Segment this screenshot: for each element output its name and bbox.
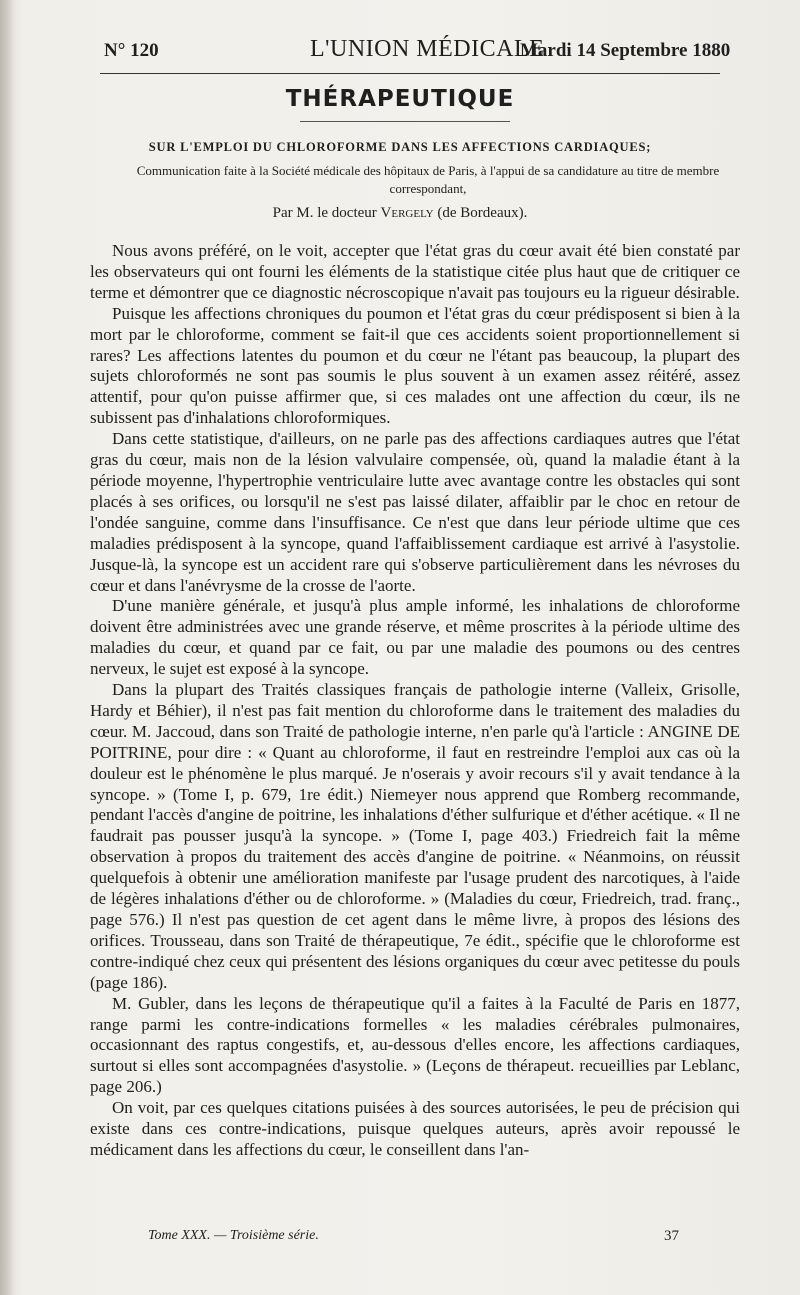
article-body bbox=[90, 241, 740, 1161]
article-communication: Communication faite à la Société médicale des hôpitaux de Paris, à l'appui de sa candidature au titre de membre correspondant, bbox=[136, 163, 720, 196]
masthead-rule bbox=[100, 73, 720, 74]
issue-number: N° 120 bbox=[104, 40, 159, 61]
paragraph: Nous avons préféré, on le voit, accepter que l'état gras du cœur avait été bien constaté par les observateurs qui ont fourni les éléments de la statistique citée plus haut que de critiquer ce terme et démontrer que ce diagnostic nécroscopique n'avait pas toujours eu la rigueur désirable. bbox=[90, 241, 740, 302]
masthead bbox=[0, 36, 800, 66]
author-name: Vergely bbox=[380, 205, 434, 221]
byline bbox=[0, 205, 800, 222]
paragraph: On voit, par ces quelques citations puisées à des sources autorisées, le peu de précision qui existe dans ces contre-indications, puisque quelques auteurs, après avoir repoussé le médicament dans les affections du cœur, le conseillent dans l'an- bbox=[90, 1098, 740, 1159]
paragraph: Puisque les affections chroniques du poumon et l'état gras du cœur prédisposent si bien à la mort par le chloroforme, comment se fait-il que ces accidents soient proportionnellement si rares? Les affections latentes du poumon et du cœur ne l'étant pas beaucoup, la plupart des sujets chloroformés ne sont pas soumis le plus souvent à un examen assez réitéré, assez attentif, pour qu'on puisse affirmer que, si ces malades ont une affection du cœur, ils ne subissent pas d'inhalations chloroformiques. bbox=[90, 303, 740, 428]
paragraph: Dans la plupart des Traités classiques français de pathologie interne (Valleix, Grisolle, Hardy et Béhier), il n'est pas fait mention du chloroforme dans le traitement des maladies du cœur. M. Jaccoud, dans son Traité de pathologie interne, n'en parle qu'à l'article : ANGINE DE POITRINE, pour dire : « Quant au chloroforme, il faut en restreindre l'emploi aux cas où la douleur est le phénomène le plus marqué. Je n'oserais y avoir recours s'il y avait tendance à la syncope. » (Tome I, p. 679, 1re édit.) Niemeyer nous apprend que Romberg recommande, pendant l'accès d'angine de poitrine, les inhalations d'éther sulfurique et d'éther acétique. « Il ne faudrait pas pousser jusqu'à la syncope. » (Tome I, page 403.) Friedreich fait la même observation à propos du traitement des accès d'angine de poitrine. « Néanmoins, on réussit quelquefois à obtenir une amélioration manifeste par l'usage prudent des narcotiques, à l'aide de légères inhalations d'éther ou de chloroforme. » (Maladies du cœur, Friedreich, trad. franç., page 576.) Il n'est pas question de cet agent dans le même livre, à propos des lésions des orifices. Trousseau, dans son Traité de thérapeutique, 7e édit., spécifie que le chloroforme est contre-indiqué chez ceux qui présentent des lésions organiques du cœur avec petitesse du pouls (page 186). bbox=[90, 680, 740, 992]
paragraph: Dans cette statistique, d'ailleurs, on ne parle pas des affections cardiaques autres que l'état gras du cœur, mais non de la lésion valvulaire compensée, où, quand la maladie étant à la période moyenne, l'hypertrophie ventriculaire lutte avec avantage contre les obstacles qui sont placés à ses orifices, ou lorsqu'il ne s'est pas laissé dilater, affaiblir par le choc en retour de l'ondée sanguine, comme dans l'insuffisance. Ce n'est que dans leur période ultime que ces maladies prédisposent à la syncope, quand l'affaiblissement cardiaque est arrivé à l'asystolie. Jusque-là, la syncope est un accident rare qui s'observe particulièrement dans les névroses du cœur et dans l'anévrysme de la crosse de l'aorte. bbox=[90, 429, 740, 595]
page-number: 37 bbox=[664, 1228, 679, 1244]
page-footer bbox=[0, 1228, 800, 1248]
byline-prefix: Par M. le docteur bbox=[272, 205, 381, 221]
volume-label: Tome XXX. — Troisième série. bbox=[148, 1228, 319, 1243]
journal-title: L'UNION MÉDICALE bbox=[310, 36, 545, 62]
paragraph: M. Gubler, dans les leçons de thérapeutique qu'il a faites à la Faculté de Paris en 1877, range parmi les contre-indications formelles « les maladies cérébrales pulmonaires, occasionnant des raptus congestifs, et, au-dessous d'elles encore, les affections cardiaques, surtout si elles sont accompagnées d'asystolie. » (Leçons de thérapeut. recueillies par Leblanc, page 206.) bbox=[90, 993, 740, 1097]
article-title: SUR L'EMPLOI DU CHLOROFORME DANS LES AFFECTIONS CARDIAQUES; bbox=[148, 140, 652, 154]
paragraph: D'une manière générale, et jusqu'à plus ample informé, les inhalations de chloroforme doivent être administrées avec une grande réserve, et même proscrites à la période ultime des maladies du cœur, et quand par ce fait, ou par une maladie des poumons ou des centres nerveux, le sujet est exposé à la syncope. bbox=[90, 596, 740, 679]
byline-suffix: (de Bordeaux). bbox=[433, 205, 528, 221]
section-rule bbox=[300, 121, 510, 122]
page-edge-shadow bbox=[0, 0, 14, 1295]
issue-date: Mardi 14 Septembre 1880 bbox=[520, 40, 731, 61]
section-heading: THÉRAPEUTIQUE bbox=[285, 86, 515, 112]
